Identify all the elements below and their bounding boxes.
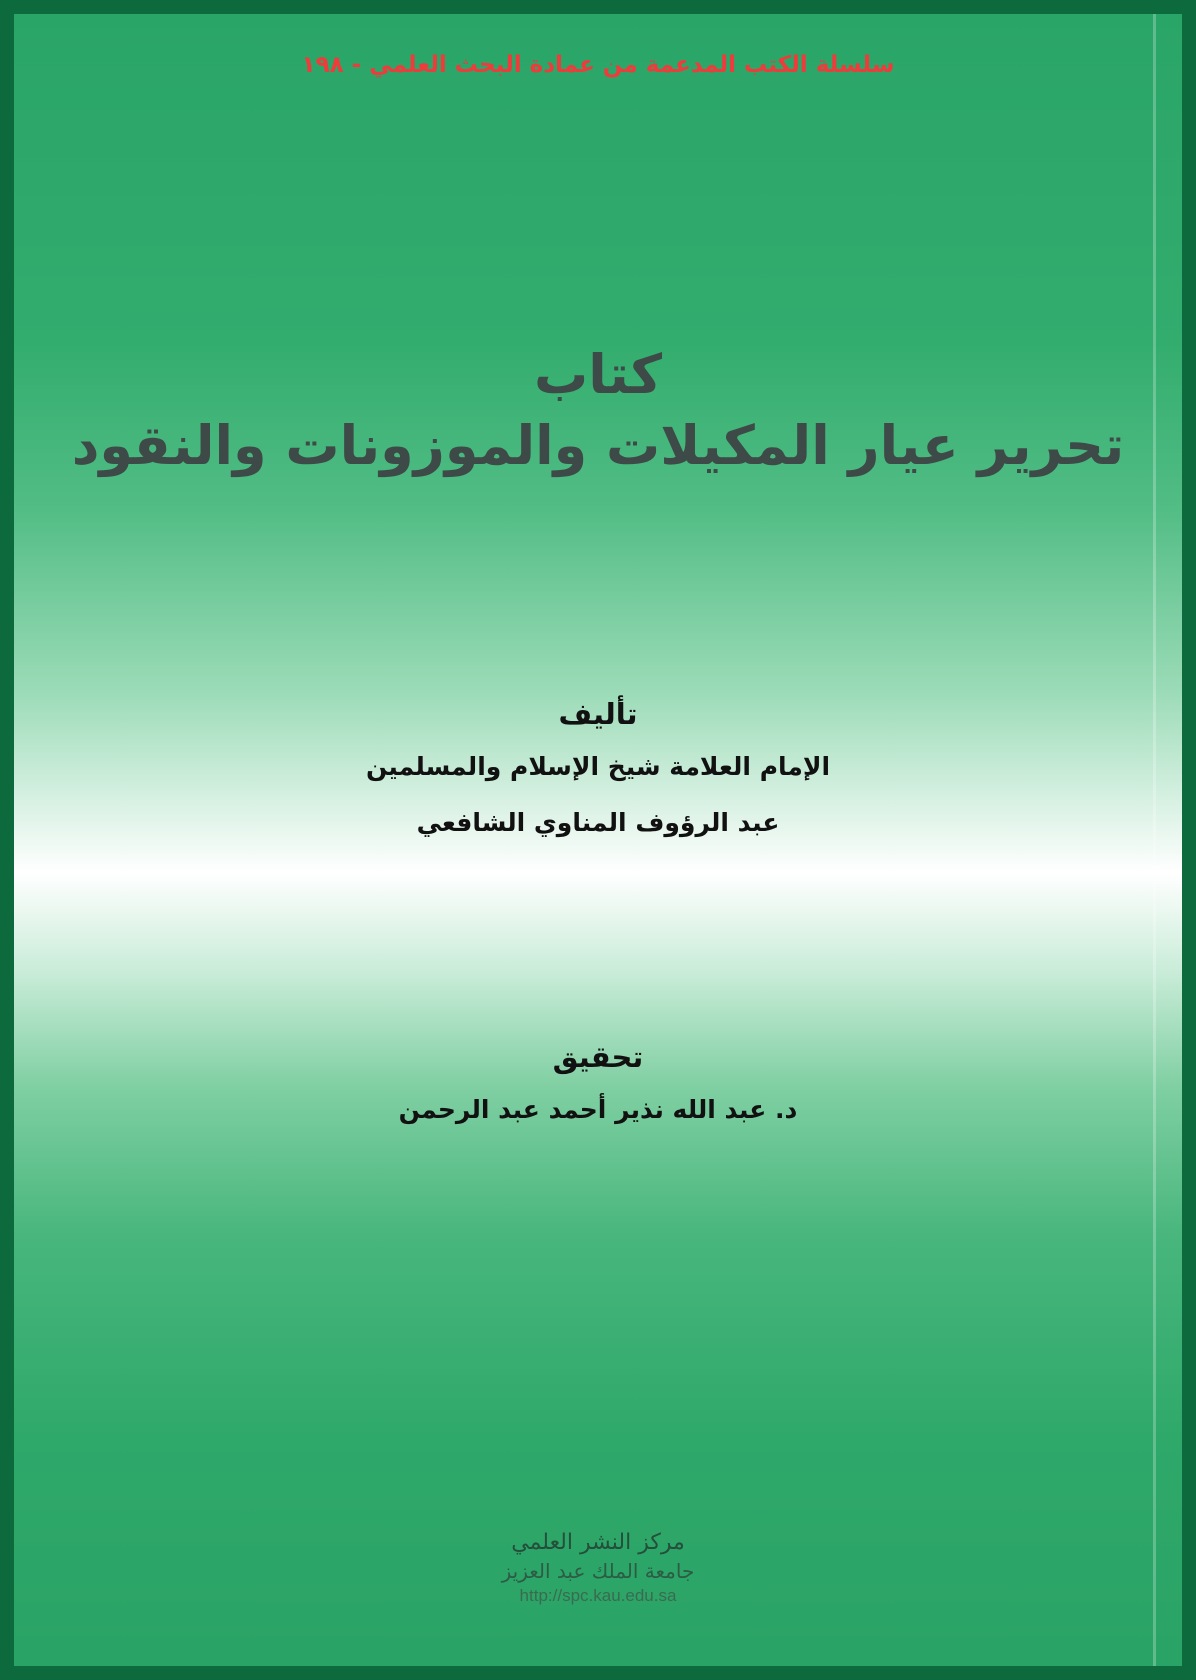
editor-section — [14, 1032, 1182, 1138]
publisher-university: جامعة الملك عبد العزيز — [501, 1559, 695, 1583]
author-heading: تأليف — [558, 697, 638, 731]
editor-heading: تحقيق — [552, 1040, 644, 1074]
author-name: عبد الرؤوف المناوي الشافعي — [416, 808, 780, 837]
publisher-center: مركز النشر العلمي — [511, 1530, 685, 1555]
title-block — [14, 342, 1182, 484]
book-title: تحرير عيار المكيلات والموزونات والنقود — [71, 414, 1125, 477]
author-section — [14, 689, 1182, 851]
series-text: سلسلة الكتب المدعمة من عمادة البحث العلمي - ١٩٨ — [301, 52, 895, 78]
title-word: كتاب — [534, 343, 662, 406]
editor-name: د. عبد الله نذير أحمد عبد الرحمن — [398, 1095, 798, 1124]
author-title-line: الإمام العلامة شيخ الإسلام والمسلمين — [365, 752, 831, 781]
publisher-block — [14, 1529, 1182, 1607]
publisher-url: http://spc.kau.edu.sa — [519, 1586, 677, 1605]
